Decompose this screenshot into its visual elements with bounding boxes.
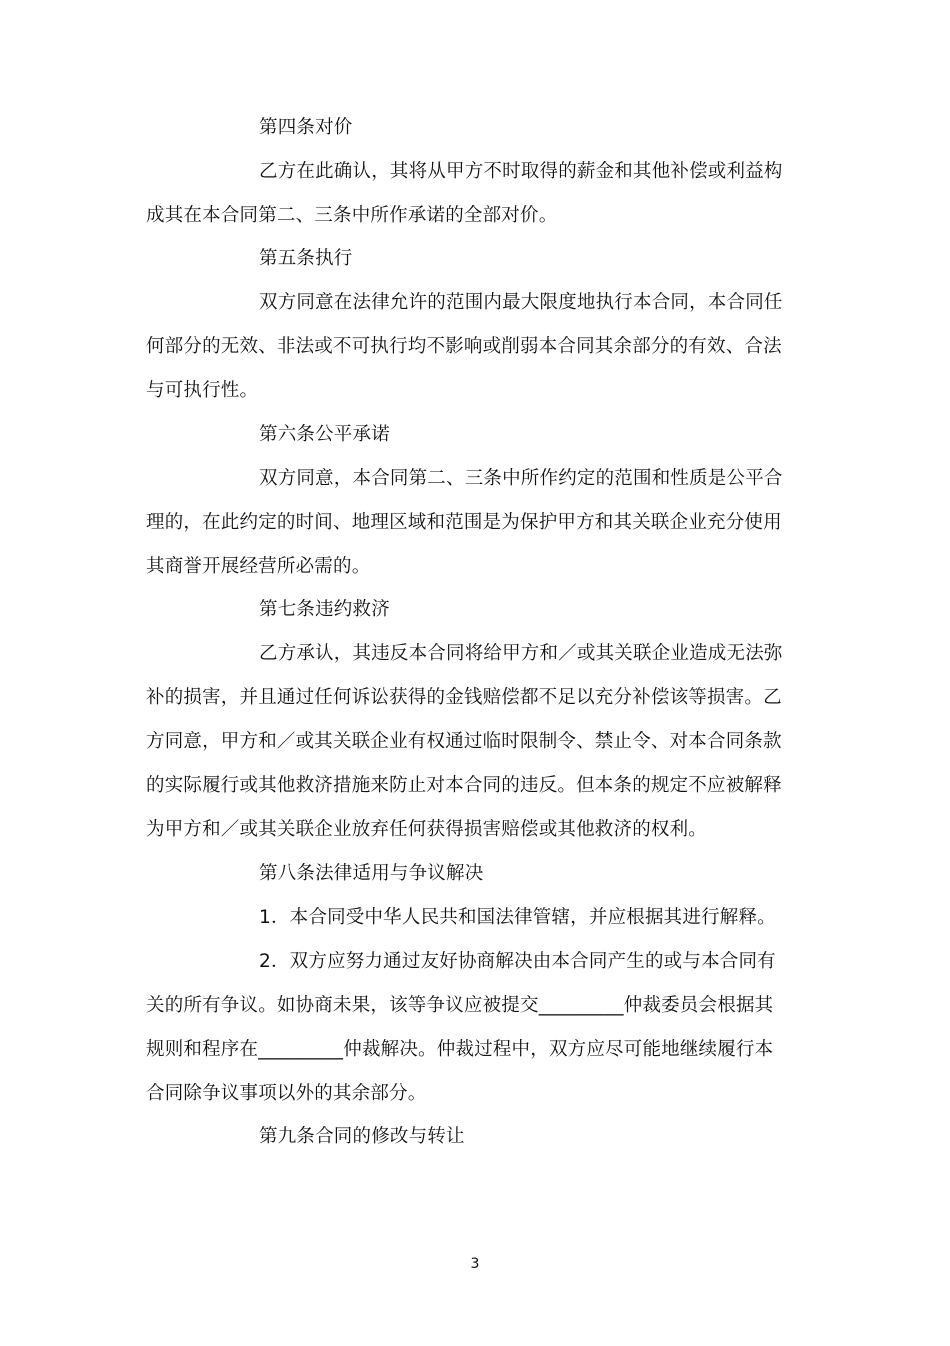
article-8-title: 第八条法律适用与争议解决 xyxy=(259,863,484,884)
article-7-title: 第七条违约救济 xyxy=(259,599,390,620)
article-7-body: 乙方承认，其违反本合同将给甲方和／或其关联企业造成无法弥 补的损害，并且通过任何诉讼获得的金钱赔偿都不足以充分补偿该等损害。乙 方同意，甲方和／或其关联企业有权通过临时限制令、禁止令、对本合同条款 的实际履行或其他救济措施来防止对本合同的违反。但本条的规定不应被解释 为甲方和／或其关联企业放弃任何获得损害赔偿或其他救济的权利。 xyxy=(146,643,783,840)
article-4-title: 第四条对价 xyxy=(259,117,353,138)
article-6-body: 双方同意，本合同第二、三条中所作约定的范围和性质是公平合 理的，在此约定的时间、地理区域和范围是为保护甲方和其关联企业充分使用 其商誉开展经营所必需的。 xyxy=(146,468,783,577)
article-6-title: 第六条公平承诺 xyxy=(259,424,390,445)
page-number: 3 xyxy=(470,1256,480,1272)
article-8-item-1: 1．本合同受中华人民共和国法律管辖，并应根据其进行解释。 xyxy=(259,907,776,928)
article-4-body: 乙方在此确认，其将从甲方不时取得的薪金和其他补偿或利益构 成其在本合同第二、三条中所作承诺的全部对价。 xyxy=(146,161,783,226)
article-8-item-2: 2．双方应努力通过友好协商解决由本合同产生的或与本合同有 关的所有争议。如协商未果，该等争议应被提交_________仲裁委员会根据其 规则和程序在_________仲裁解决。仲裁过程中，双方应尽可能地继续履行本 合同除争议事项以外的其余部分。 xyxy=(146,951,776,1104)
article-5-body: 双方同意在法律允许的范围内最大限度地执行本合同，本合同任 何部分的无效、非法或不可执行均不影响或削弱本合同其余部分的有效、合法 与可执行性。 xyxy=(146,292,783,401)
article-9-title: 第九条合同的修改与转让 xyxy=(259,1126,465,1147)
article-5-title: 第五条执行 xyxy=(259,248,353,269)
